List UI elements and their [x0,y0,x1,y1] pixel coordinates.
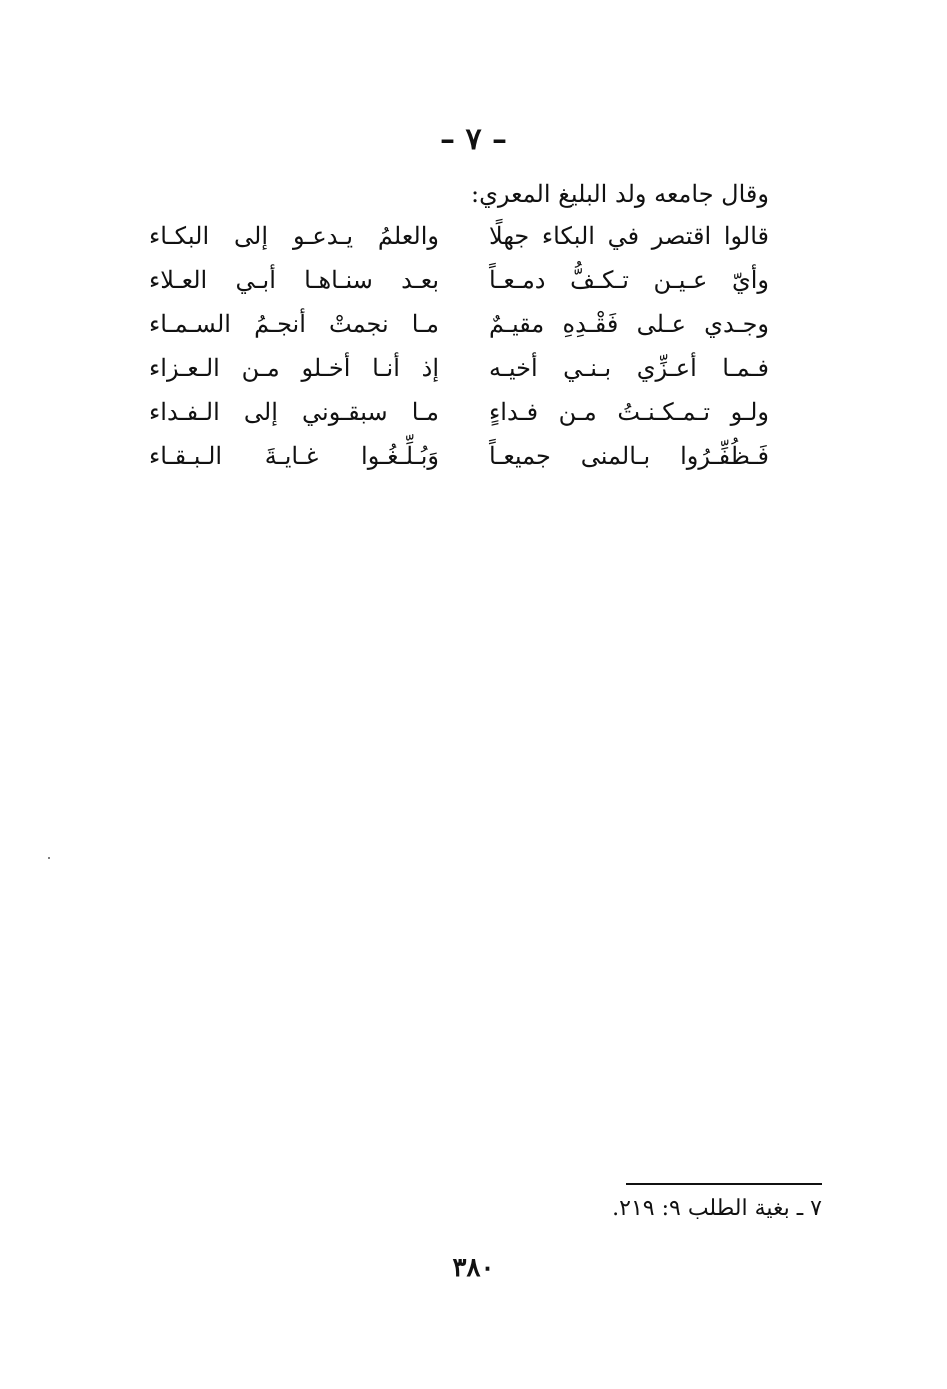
footnote-divider [626,1183,822,1185]
verse-second-hemistich: وَبُـلِّـغُـوا غـايـةَ الـبـقـاء [149,442,439,470]
footnote: ٧ ـ بغية الطلب ٩: ٢١٩. [612,1196,822,1221]
verse [149,354,769,398]
verse-first-hemistich: فـمـا أعـزِّي بـنـي أخيـه [489,354,769,382]
verse-second-hemistich: إذ أنـا أخـلو مـن الـعـزاء [149,354,439,382]
verse-second-hemistich: مـا نجمتْ أنجـمُ السـمـاء [149,310,439,338]
page-number: ٣٨٠ [452,1253,495,1283]
poem [149,222,769,486]
verse [149,266,769,310]
verse [149,310,769,354]
verse-second-hemistich: والعلمُ يـدعـو إلى البكـاء [149,222,439,250]
verse-first-hemistich: وجـدي عـلى فَقْـدِهِ مقيـمٌ [489,310,769,338]
scan-speck [48,857,50,859]
verse [149,442,769,486]
verse-second-hemistich: مـا سبقـوني إلى الـفـداء [149,398,439,426]
verse-second-hemistich: بعـد سنـاهـا أبـي العـلاء [149,266,439,294]
verse [149,222,769,266]
section-number: – ٧ – [439,122,508,157]
verse-first-hemistich: قالوا اقتصر في البكاء جهلًا [489,222,769,250]
poem-introduction: وقال جامعه ولد البليغ المعري: [470,180,769,208]
verse-first-hemistich: وأيّ عـيـن تـكـفُّ دمـعـاً [489,266,769,294]
verse-first-hemistich: فَـظُفِّـرُوا بـالمنى جميعـاً [489,442,769,470]
verse-first-hemistich: ولـو تـمـكـنـتُ مـن فـداءٍ [489,398,769,426]
verse [149,398,769,442]
